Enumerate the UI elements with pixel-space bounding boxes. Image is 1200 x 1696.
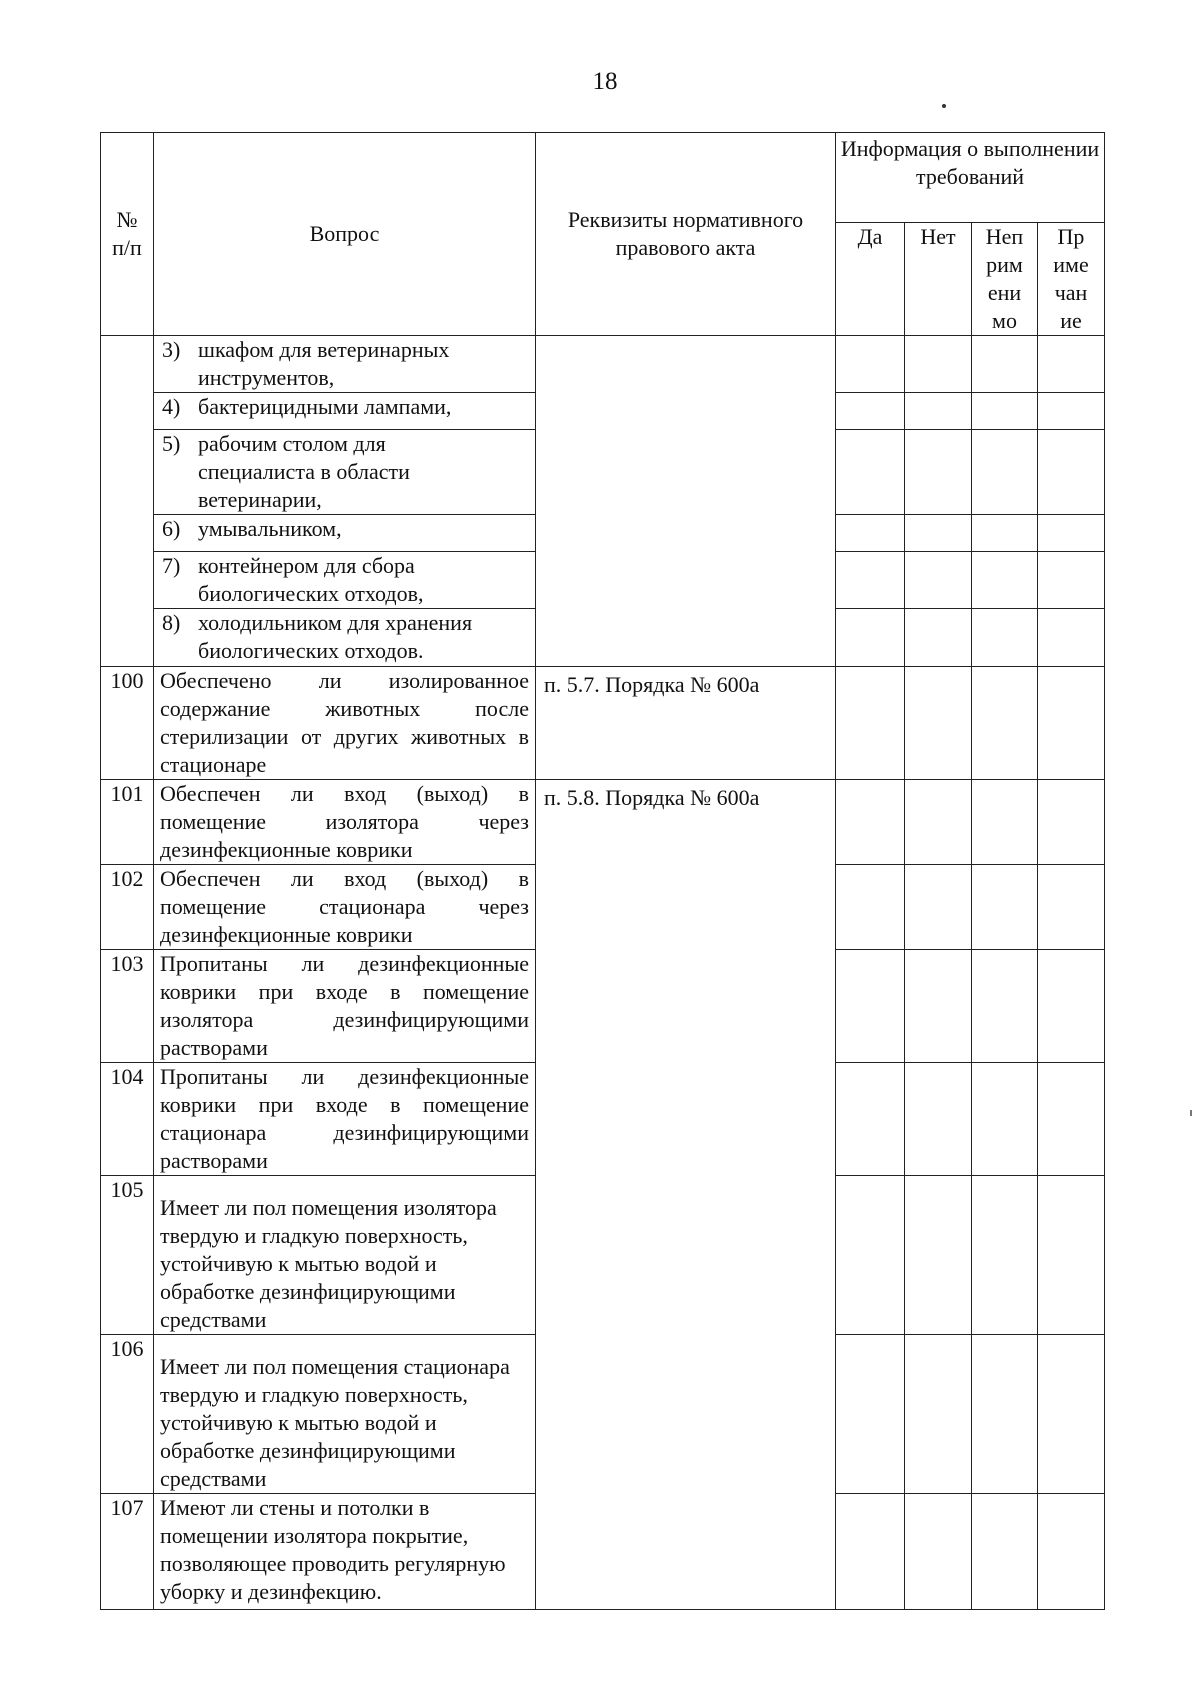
scan-mark	[1190, 1110, 1192, 1116]
scan-speck	[942, 104, 946, 108]
checkbox-yes-cell[interactable]	[836, 865, 905, 950]
checkbox-no-cell[interactable]	[905, 1176, 972, 1335]
checkbox-na-cell[interactable]	[972, 865, 1038, 950]
checkbox-no-cell[interactable]	[905, 1494, 972, 1610]
header-note: Примечание	[1038, 223, 1105, 336]
question-text: Имеет ли пол помещения стационара твердую и гладкую поверхность, устойчивую к мытью водой и обработке дезинфицирующими средствами	[154, 1335, 536, 1494]
checklist-table	[100, 132, 1105, 1610]
question-text: Обеспечен ли вход (выход) в помещение изолятора через дезинфекционные коврики	[154, 780, 536, 865]
checkbox-yes-cell[interactable]	[836, 1063, 905, 1176]
page-number: 18	[592, 68, 618, 95]
checkbox-yes-cell[interactable]	[836, 609, 905, 667]
checkbox-no-cell[interactable]	[905, 865, 972, 950]
header-num: № п/п	[101, 133, 154, 336]
row-number: 104	[101, 1063, 154, 1176]
checkbox-yes-cell[interactable]	[836, 515, 905, 552]
checkbox-yes-cell[interactable]	[836, 1494, 905, 1610]
note-cell[interactable]	[1038, 780, 1105, 865]
question-text: Обеспечено ли изолированное содержание животных после стерилизации от других животных в стационаре	[154, 667, 536, 780]
checkbox-na-cell[interactable]	[972, 1176, 1038, 1335]
row-number: 106	[101, 1335, 154, 1494]
checkbox-no-cell[interactable]	[905, 780, 972, 865]
question-text: Обеспечен ли вход (выход) в помещение стационара через дезинфекционные коврики	[154, 865, 536, 950]
header-requisites: Реквизиты нормативного правового акта	[536, 133, 836, 336]
note-cell[interactable]	[1038, 336, 1105, 393]
note-cell[interactable]	[1038, 950, 1105, 1063]
checkbox-no-cell[interactable]	[905, 552, 972, 609]
checkbox-na-cell[interactable]	[972, 515, 1038, 552]
list-item	[101, 336, 1105, 393]
num-cell-empty	[101, 336, 154, 667]
requisites-cell-empty	[536, 336, 836, 667]
note-cell[interactable]	[1038, 1063, 1105, 1176]
checkbox-no-cell[interactable]	[905, 515, 972, 552]
checkbox-na-cell[interactable]	[972, 950, 1038, 1063]
table-row	[101, 780, 1105, 865]
row-number: 103	[101, 950, 154, 1063]
checkbox-no-cell[interactable]	[905, 430, 972, 515]
checkbox-na-cell[interactable]	[972, 430, 1038, 515]
note-cell[interactable]	[1038, 393, 1105, 430]
checkbox-na-cell[interactable]	[972, 1494, 1038, 1610]
list-item-text: 6) умывальником,	[154, 515, 536, 552]
checkbox-yes-cell[interactable]	[836, 552, 905, 609]
checkbox-no-cell[interactable]	[905, 1335, 972, 1494]
list-item-text: 7) контейнером для сбора биологических отходов,	[154, 552, 536, 609]
checkbox-no-cell[interactable]	[905, 609, 972, 667]
checkbox-yes-cell[interactable]	[836, 430, 905, 515]
header-row	[101, 133, 1105, 223]
header-info: Информация о выполнении требований	[836, 133, 1105, 223]
checkbox-yes-cell[interactable]	[836, 336, 905, 393]
checkbox-na-cell[interactable]	[972, 667, 1038, 780]
checkbox-na-cell[interactable]	[972, 336, 1038, 393]
list-item-text: 5) рабочим столом для специалиста в области ветеринарии,	[154, 430, 536, 515]
checkbox-na-cell[interactable]	[972, 1335, 1038, 1494]
row-number: 101	[101, 780, 154, 865]
header-yes: Да	[836, 223, 905, 336]
question-text: Имеют ли стены и потолки в помещении изолятора покрытие, позволяющее проводить регулярную уборку и дезинфекцию.	[154, 1494, 536, 1610]
checkbox-na-cell[interactable]	[972, 780, 1038, 865]
note-cell[interactable]	[1038, 430, 1105, 515]
checkbox-na-cell[interactable]	[972, 393, 1038, 430]
table-row	[101, 667, 1105, 780]
requisites-text: п. 5.8. Порядка № 600а	[536, 780, 836, 1610]
note-cell[interactable]	[1038, 1176, 1105, 1335]
checkbox-yes-cell[interactable]	[836, 667, 905, 780]
checkbox-yes-cell[interactable]	[836, 1176, 905, 1335]
checkbox-yes-cell[interactable]	[836, 1335, 905, 1494]
requisites-text: п. 5.7. Порядка № 600а	[536, 667, 836, 780]
checkbox-yes-cell[interactable]	[836, 393, 905, 430]
row-number: 100	[101, 667, 154, 780]
checkbox-no-cell[interactable]	[905, 336, 972, 393]
list-item-text: 4) бактерицидными лампами,	[154, 393, 536, 430]
question-text: Пропитаны ли дезинфекционные коврики при входе в помещение изолятора дезинфицирующими растворами	[154, 950, 536, 1063]
note-cell[interactable]	[1038, 1494, 1105, 1610]
row-number: 105	[101, 1176, 154, 1335]
question-text: Пропитаны ли дезинфекционные коврики при входе в помещение стационара дезинфицирующими растворами	[154, 1063, 536, 1176]
question-text: Имеет ли пол помещения изолятора твердую и гладкую поверхность, устойчивую к мытью водой и обработке дезинфицирующими средствами	[154, 1176, 536, 1335]
checkbox-yes-cell[interactable]	[836, 950, 905, 1063]
checkbox-na-cell[interactable]	[972, 552, 1038, 609]
row-number: 107	[101, 1494, 154, 1610]
checkbox-yes-cell[interactable]	[836, 780, 905, 865]
note-cell[interactable]	[1038, 1335, 1105, 1494]
checkbox-no-cell[interactable]	[905, 667, 972, 780]
header-not-applicable: Неприменимо	[972, 223, 1038, 336]
list-item-text: 8) холодильником для хранения биологических отходов.	[154, 609, 536, 667]
note-cell[interactable]	[1038, 552, 1105, 609]
checkbox-no-cell[interactable]	[905, 950, 972, 1063]
note-cell[interactable]	[1038, 667, 1105, 780]
checkbox-na-cell[interactable]	[972, 1063, 1038, 1176]
header-no: Нет	[905, 223, 972, 336]
checkbox-na-cell[interactable]	[972, 609, 1038, 667]
header-question: Вопрос	[154, 133, 536, 336]
row-number: 102	[101, 865, 154, 950]
note-cell[interactable]	[1038, 515, 1105, 552]
note-cell[interactable]	[1038, 865, 1105, 950]
list-item-text: 3) шкафом для ветеринарных инструментов,	[154, 336, 536, 393]
checkbox-no-cell[interactable]	[905, 1063, 972, 1176]
note-cell[interactable]	[1038, 609, 1105, 667]
checkbox-no-cell[interactable]	[905, 393, 972, 430]
